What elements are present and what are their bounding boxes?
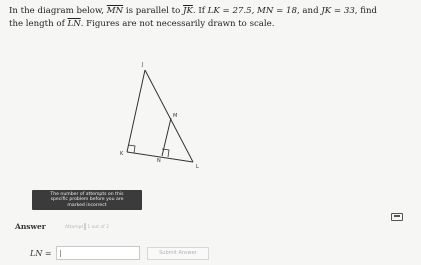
- vertex-label-n: N: [157, 158, 161, 164]
- attempts-text-line3: marked incorrect: [67, 202, 107, 208]
- vertex-label-m: M: [173, 113, 178, 119]
- attempt-counter-word: Attempt: [65, 225, 84, 230]
- attempts-text-line2: specific problem before you are: [50, 197, 124, 203]
- right-angle-k: [128, 145, 135, 153]
- segment-jl: [145, 70, 193, 162]
- submit-answer-button[interactable]: Submit Answer: [147, 247, 209, 260]
- vertex-label-l: L: [196, 164, 199, 170]
- attempts-text-line1: The number of attempts on this: [50, 192, 124, 197]
- attempts-tooltip: [32, 190, 142, 210]
- segment-mn-line: [162, 118, 171, 156]
- attempt-marker-icon: [84, 223, 86, 230]
- calculator-icon[interactable]: [391, 213, 403, 221]
- problem-text-mid1: is parallel to: [123, 6, 183, 16]
- answer-input[interactable]: [56, 246, 140, 260]
- segment-jk: JK: [183, 6, 193, 16]
- problem-text-and: and: [299, 6, 322, 16]
- problem-text-intro: In the diagram below,: [9, 6, 107, 16]
- segment-jk-line: [127, 70, 145, 152]
- given-values: LK = 27.5, MN = 18,: [207, 6, 300, 16]
- segment-mn: MN: [106, 6, 124, 16]
- segment-ln: LN: [67, 19, 81, 29]
- text-caret-icon: [60, 250, 61, 257]
- given-jk: JK = 33: [321, 6, 355, 16]
- vertex-label-j: J: [142, 62, 144, 68]
- attempt-counter: [65, 223, 109, 230]
- answer-heading: Answer: [15, 222, 46, 231]
- problem-text-find: , find: [354, 6, 378, 16]
- problem-text-mid2: . If: [192, 6, 208, 16]
- answer-variable-label: LN =: [30, 249, 52, 258]
- triangle-diagram: [110, 60, 220, 180]
- attempt-counter-count: 1 out of 2: [87, 225, 110, 230]
- vertex-label-k: K: [120, 151, 124, 157]
- problem-statement: [9, 5, 414, 31]
- problem-text-line2a: the length of: [9, 19, 68, 29]
- problem-text-line2b: . Figures are not necessarily drawn to scale.: [80, 19, 275, 29]
